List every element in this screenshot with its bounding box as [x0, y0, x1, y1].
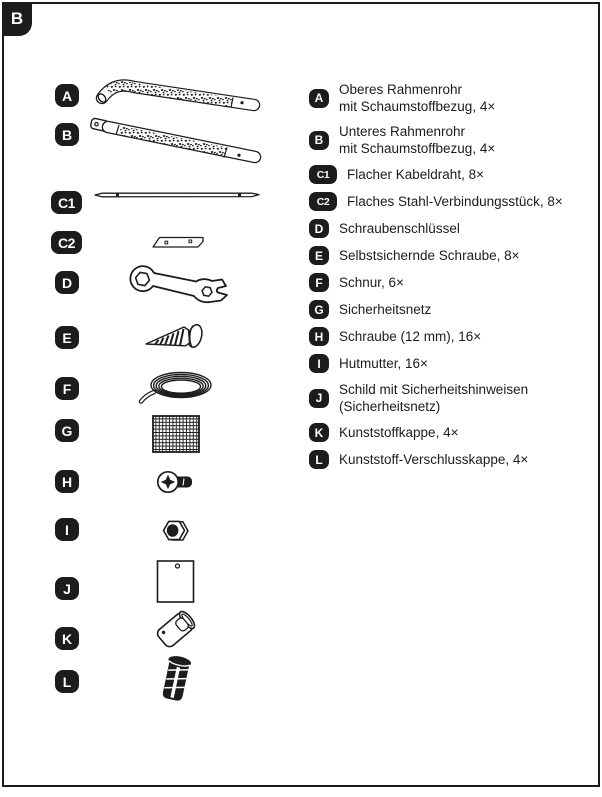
part-badge-k: K — [55, 627, 79, 650]
plastic-cap-icon — [152, 603, 202, 655]
part-badge-f: F — [55, 377, 79, 400]
section-tag: B — [2, 2, 32, 36]
legend-row-a — [309, 81, 594, 115]
legend-row-h — [309, 327, 594, 346]
legend-label-k: Kunststoffkappe, 4× — [339, 425, 459, 440]
legend-badge-k: K — [309, 423, 329, 442]
legend-row-d — [309, 219, 594, 238]
legend-row-e — [309, 246, 594, 265]
part-badge-c1: C1 — [51, 191, 82, 214]
legend-badge-c2: C2 — [309, 192, 337, 211]
legend-badge-d: D — [309, 219, 329, 238]
part-badge-g: G — [55, 419, 79, 442]
part-badge-e: E — [55, 326, 79, 349]
legend-badge-i: I — [309, 354, 329, 373]
legend-badge-a: A — [309, 89, 329, 108]
legend-row-c1 — [309, 165, 594, 184]
legend-label-b: Unteres Rahmenrohr mit Schaumstoffbezug, 4× — [339, 124, 496, 156]
legend-label-l: Kunststoff-Verschlusskappe, 4× — [339, 452, 529, 467]
legend-label-c1: Flacher Kabeldraht, 8× — [347, 167, 484, 182]
legend-row-b — [309, 123, 594, 157]
wrench-icon — [128, 265, 233, 307]
legend-row-l — [309, 450, 594, 469]
legend-row-k — [309, 423, 594, 442]
legend-label-a: Oberes Rahmenrohr mit Schaumstoffbezug, 4× — [339, 82, 496, 114]
legend-badge-f: F — [309, 273, 329, 292]
cord-coil-icon — [136, 364, 218, 405]
parts-legend — [309, 81, 594, 469]
legend-badge-h: H — [309, 327, 329, 346]
legend-row-j — [309, 381, 594, 415]
legend-badge-e: E — [309, 246, 329, 265]
legend-label-d: Schraubenschlüssel — [339, 221, 460, 236]
safety-net-icon — [152, 415, 200, 453]
legend-badge-c1: C1 — [309, 165, 337, 184]
legend-row-c2 — [309, 192, 594, 211]
legend-label-j: Schild mit Sicherheitshinweisen (Sicherheitsnetz) — [339, 382, 529, 414]
part-badge-l: L — [55, 670, 79, 693]
part-badge-c2: C2 — [51, 231, 82, 254]
flat-cable-wire-icon — [92, 189, 262, 201]
self-locking-screw-icon — [143, 322, 210, 352]
legend-label-e: Selbstsichernde Schraube, 8× — [339, 248, 520, 263]
cap-nut-icon — [161, 518, 190, 544]
legend-label-h: Schraube (12 mm), 16× — [339, 329, 482, 344]
part-badge-j: J — [55, 577, 79, 600]
legend-label-i: Hutmutter, 16× — [339, 356, 428, 371]
part-badge-i: I — [55, 518, 79, 541]
safety-sign-icon — [156, 557, 196, 605]
legend-badge-b: B — [309, 131, 329, 150]
legend-row-i — [309, 354, 594, 373]
legend-row-f — [309, 273, 594, 292]
curved-frame-tube-icon — [94, 77, 262, 111]
legend-row-g — [309, 300, 594, 319]
legend-label-c2: Flaches Stahl-Verbindungsstück, 8× — [347, 194, 563, 209]
straight-frame-tube-icon — [88, 115, 265, 169]
part-badge-b: B — [55, 123, 79, 146]
plastic-closure-cap-icon — [153, 652, 199, 706]
part-badge-h: H — [55, 470, 79, 493]
legend-badge-l: L — [309, 450, 329, 469]
legend-label-g: Sicherheitsnetz — [339, 302, 432, 317]
flat-steel-connector-icon — [150, 233, 206, 251]
part-badge-a: A — [55, 84, 79, 107]
legend-badge-j: J — [309, 389, 329, 408]
screw-12mm-icon — [156, 469, 194, 495]
part-badge-d: D — [55, 271, 79, 294]
legend-label-f: Schnur, 6× — [339, 275, 404, 290]
legend-badge-g: G — [309, 300, 329, 319]
